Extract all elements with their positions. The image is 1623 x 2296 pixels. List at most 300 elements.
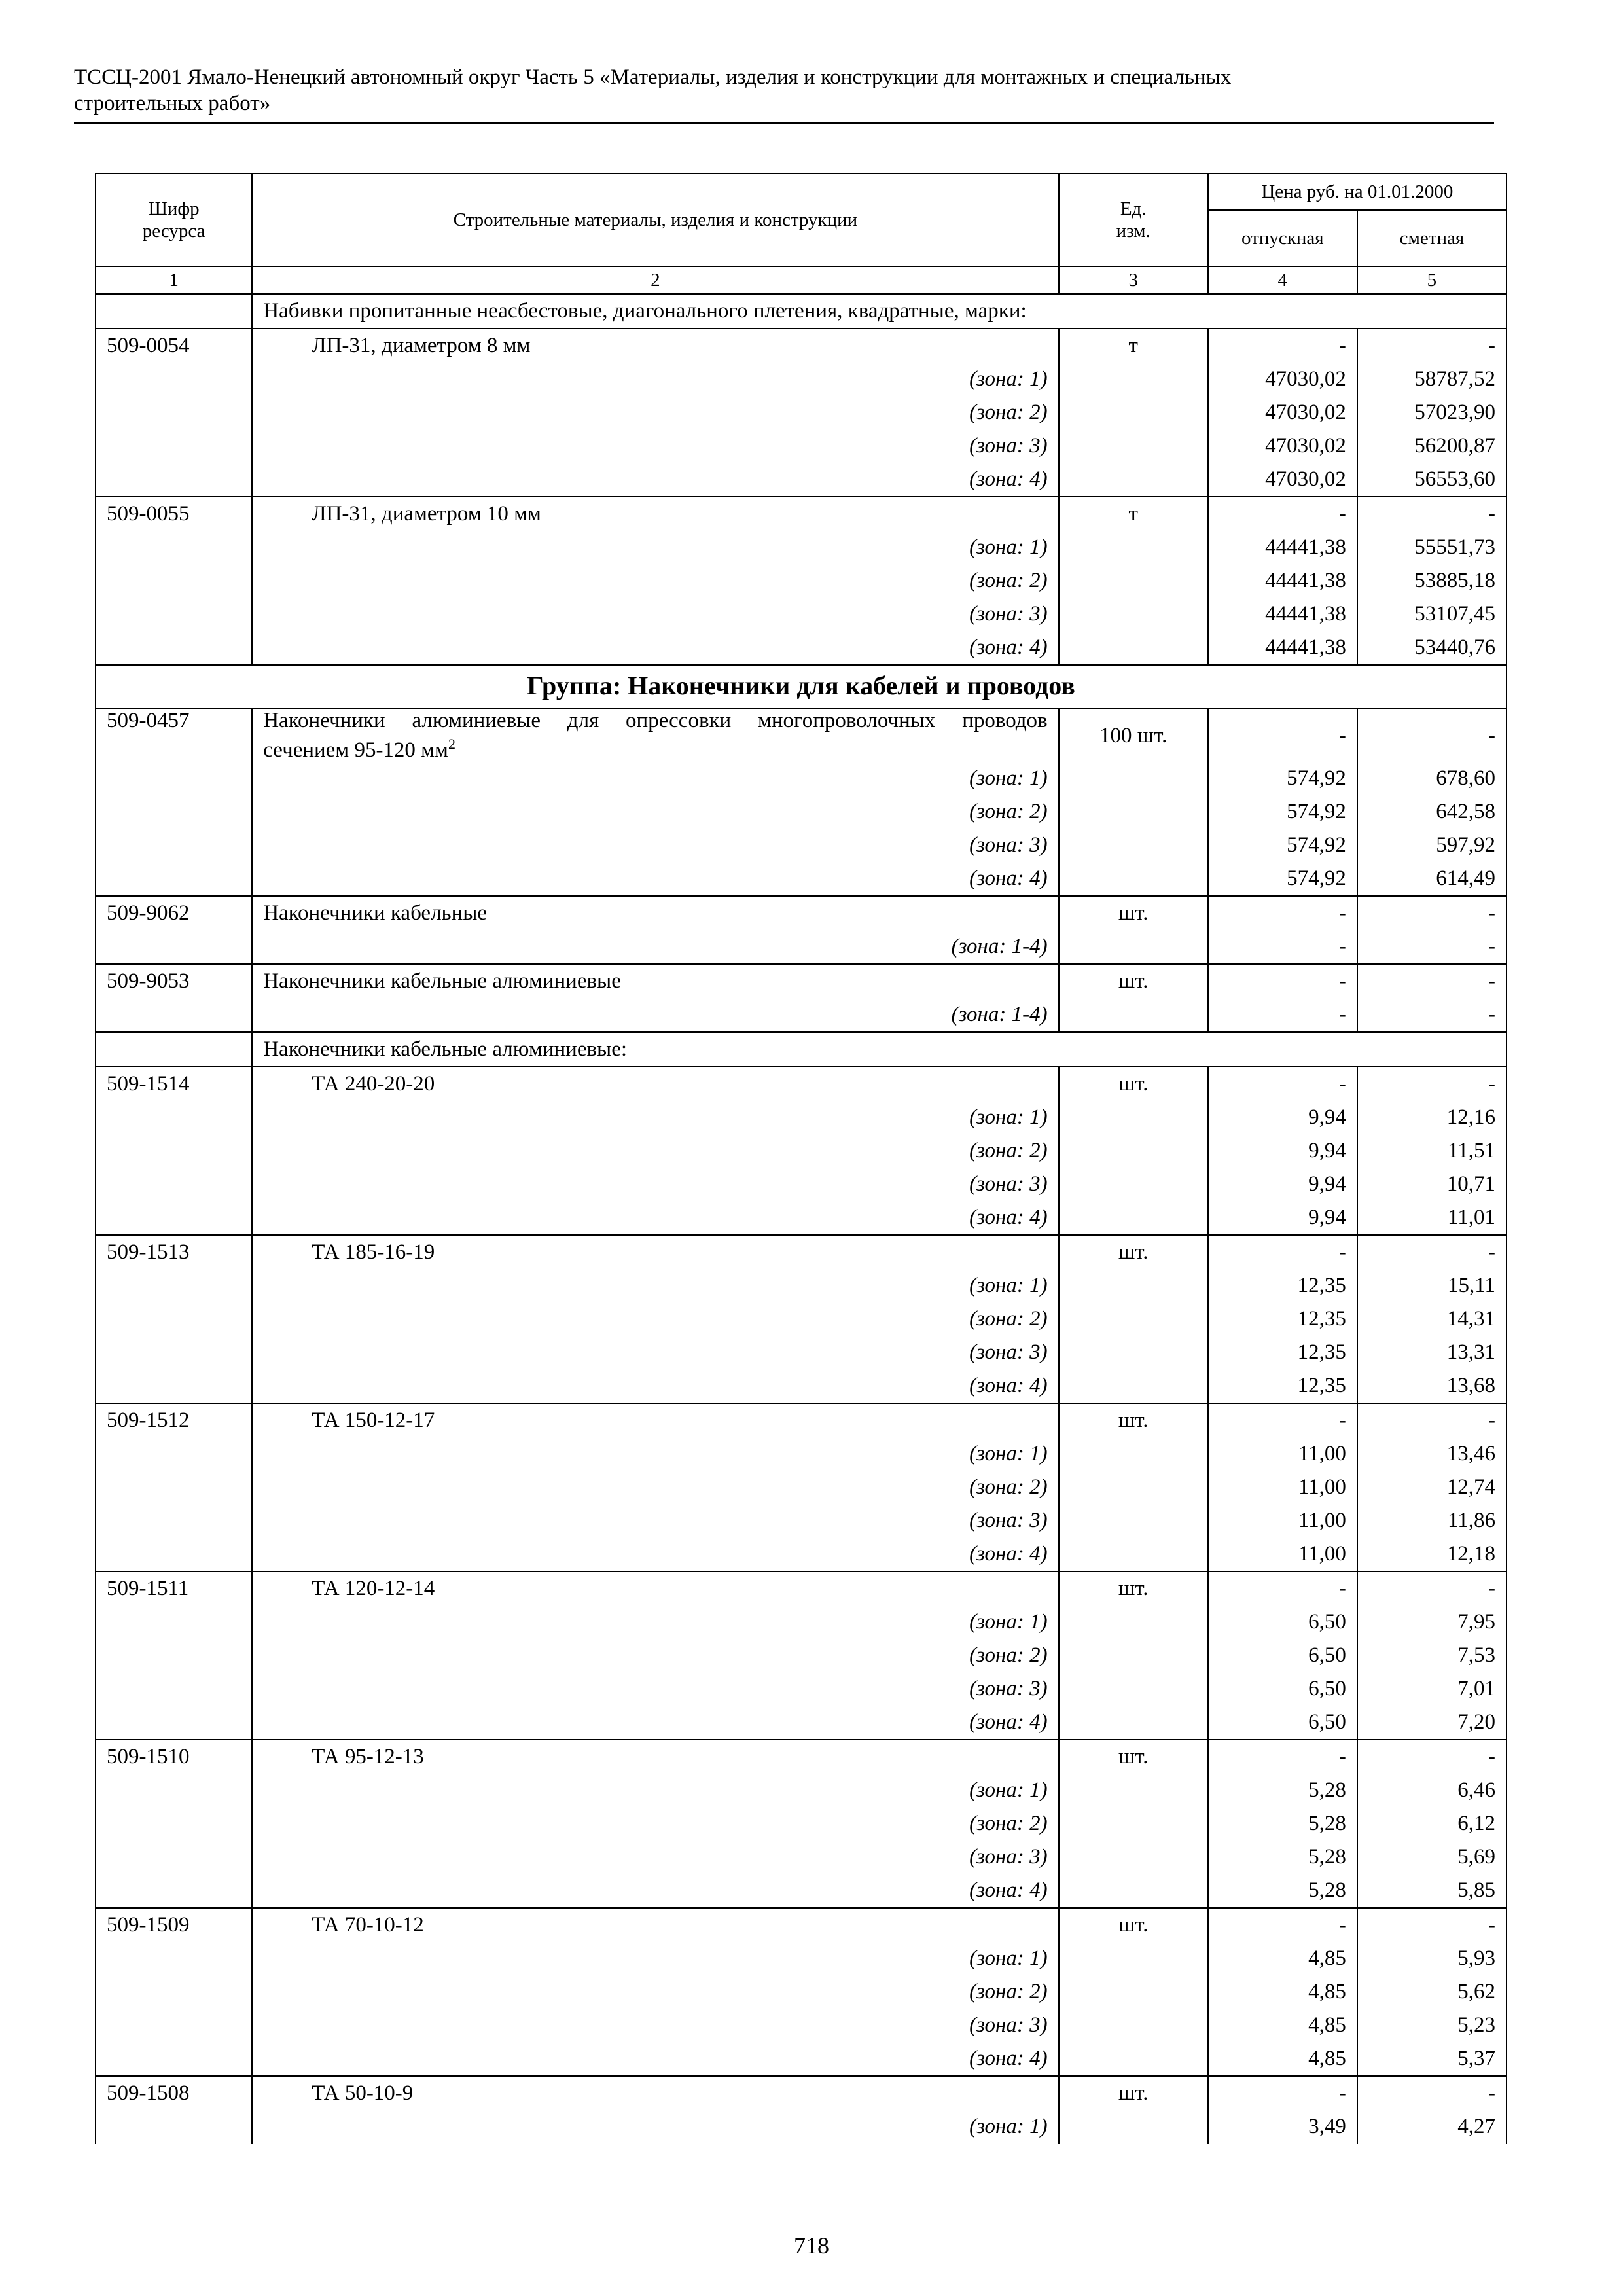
- unit-cell: [1059, 1101, 1208, 1134]
- release-price: 11,00: [1208, 1471, 1357, 1504]
- unit-cell: шт.: [1059, 2076, 1208, 2110]
- zone-label: (зона: 1): [252, 531, 1058, 564]
- zone-row: [96, 564, 1507, 598]
- zone-label: (зона: 1): [252, 1942, 1058, 1975]
- item-name: ТА 50-10-9: [252, 2076, 1058, 2110]
- estimate-price: 13,46: [1357, 1437, 1507, 1471]
- zone-label: (зона: 4): [252, 862, 1058, 896]
- estimate-price: -: [1357, 1908, 1507, 1942]
- release-price: -: [1208, 1740, 1357, 1774]
- code-cell: [96, 294, 252, 329]
- resource-code: 509-1509: [96, 1908, 252, 2076]
- unit-cell: [1059, 1774, 1208, 1807]
- unit-cell: [1059, 1807, 1208, 1840]
- item-name-line-1: Наконечники алюминиевые для опрессовки многопроволочных проводов: [263, 709, 1048, 732]
- release-price: 44441,38: [1208, 564, 1357, 598]
- zone-label: (зона: 3): [252, 2009, 1058, 2042]
- estimate-price: -: [1357, 1403, 1507, 1437]
- table-row: [96, 1235, 1507, 1269]
- unit-cell: [1059, 795, 1208, 829]
- release-price: 12,35: [1208, 1302, 1357, 1336]
- zone-label: (зона: 4): [252, 2042, 1058, 2076]
- estimate-price: 678,60: [1357, 762, 1507, 795]
- release-price: 3,49: [1208, 2110, 1357, 2144]
- zone-row: [96, 1874, 1507, 1908]
- zone-row: [96, 1605, 1507, 1639]
- zone-row: [96, 1201, 1507, 1235]
- release-price: 4,85: [1208, 2009, 1357, 2042]
- zone-label: (зона: 1): [252, 1269, 1058, 1302]
- col-unit-header: [1059, 173, 1208, 266]
- unit-cell: [1059, 1201, 1208, 1235]
- zone-label: (зона: 3): [252, 829, 1058, 862]
- zone-row: [96, 363, 1507, 396]
- release-price: 11,00: [1208, 1437, 1357, 1471]
- zone-row: [96, 2110, 1507, 2144]
- unit-cell: [1059, 598, 1208, 631]
- column-numbers-row: [96, 266, 1507, 294]
- estimate-price: 614,49: [1357, 862, 1507, 896]
- release-price: 12,35: [1208, 1336, 1357, 1369]
- unit-cell: шт.: [1059, 1235, 1208, 1269]
- release-price: 6,50: [1208, 1706, 1357, 1740]
- release-price: 6,50: [1208, 1639, 1357, 1672]
- release-price: 574,92: [1208, 862, 1357, 896]
- table-row: [96, 2076, 1507, 2110]
- resource-code: 509-0457: [96, 708, 252, 896]
- zone-label: (зона: 1): [252, 1774, 1058, 1807]
- unit-cell: т: [1059, 497, 1208, 531]
- table-row: [96, 329, 1507, 363]
- col-price-header: Цена руб. на 01.01.2000: [1208, 173, 1507, 210]
- zone-label: (зона: 1): [252, 1437, 1058, 1471]
- document-header: [74, 64, 1494, 117]
- estimate-price: 53107,45: [1357, 598, 1507, 631]
- estimate-price: -: [1357, 930, 1507, 964]
- price-cell: [1357, 1032, 1507, 1067]
- estimate-price: 13,31: [1357, 1336, 1507, 1369]
- unit-cell: [1059, 1336, 1208, 1369]
- unit-cell: шт.: [1059, 1740, 1208, 1774]
- estimate-price: 56553,60: [1357, 463, 1507, 497]
- estimate-price: -: [1357, 2076, 1507, 2110]
- header-rule: [74, 122, 1494, 124]
- unit-cell: [1059, 1168, 1208, 1201]
- estimate-price: 7,01: [1357, 1672, 1507, 1706]
- release-price: -: [1208, 998, 1357, 1032]
- release-price: 11,00: [1208, 1504, 1357, 1537]
- zone-row: [96, 1639, 1507, 1672]
- estimate-price: 7,95: [1357, 1605, 1507, 1639]
- table-row: [96, 1067, 1507, 1101]
- estimate-price: 4,27: [1357, 2110, 1507, 2144]
- zone-row: [96, 862, 1507, 896]
- release-price: -: [1208, 964, 1357, 998]
- unit-cell: [1059, 396, 1208, 429]
- release-price: 5,28: [1208, 1874, 1357, 1908]
- resource-code: 509-1511: [96, 1571, 252, 1740]
- release-price: 4,85: [1208, 1975, 1357, 2009]
- unit-cell: [1059, 998, 1208, 1032]
- resource-code: 509-1513: [96, 1235, 252, 1403]
- item-name: ТА 120-12-14: [252, 1571, 1058, 1605]
- unit-cell: [1059, 1639, 1208, 1672]
- release-price: 574,92: [1208, 795, 1357, 829]
- price-table: [95, 173, 1507, 2144]
- unit-cell: [1059, 1537, 1208, 1571]
- zone-label: (зона: 1): [252, 762, 1058, 795]
- release-price: -: [1208, 1067, 1357, 1101]
- resource-code: 509-0054: [96, 329, 252, 497]
- page-number: 718: [794, 2233, 829, 2259]
- col-code-label: Шифр: [148, 198, 200, 219]
- zone-row: [96, 598, 1507, 631]
- item-name: ТА 240-20-20: [252, 1067, 1058, 1101]
- release-price: 12,35: [1208, 1269, 1357, 1302]
- item-name: ТА 150-12-17: [252, 1403, 1058, 1437]
- item-name-line-2: [263, 732, 1047, 762]
- unit-cell: [1059, 363, 1208, 396]
- zone-row: [96, 1504, 1507, 1537]
- unit-cell: [1059, 1874, 1208, 1908]
- release-price: -: [1208, 1571, 1357, 1605]
- unit-cell: [1059, 1269, 1208, 1302]
- release-price: 47030,02: [1208, 363, 1357, 396]
- zone-label: (зона: 4): [252, 631, 1058, 665]
- estimate-price: 5,69: [1357, 1840, 1507, 1874]
- col-code-label-2: ресурса: [142, 221, 205, 242]
- estimate-price: -: [1357, 329, 1507, 363]
- release-price: 574,92: [1208, 762, 1357, 795]
- estimate-price: 5,37: [1357, 2042, 1507, 2076]
- zone-label: (зона: 3): [252, 1840, 1058, 1874]
- unit-cell: [1059, 1471, 1208, 1504]
- zone-label: (зона: 2): [252, 1471, 1058, 1504]
- estimate-price: 13,68: [1357, 1369, 1507, 1403]
- estimate-price: -: [1357, 896, 1507, 930]
- estimate-price: 5,93: [1357, 1942, 1507, 1975]
- item-name: Наконечники кабельные: [252, 896, 1058, 930]
- estimate-price: 58787,52: [1357, 363, 1507, 396]
- zone-row: [96, 762, 1507, 795]
- zone-label: (зона: 2): [252, 396, 1058, 429]
- unit-cell: [1059, 1706, 1208, 1740]
- zone-label: (зона: 3): [252, 1336, 1058, 1369]
- zone-row: [96, 829, 1507, 862]
- zone-row: [96, 463, 1507, 497]
- estimate-price: -: [1357, 998, 1507, 1032]
- unit-cell: [1059, 2110, 1208, 2144]
- zone-label: (зона: 4): [252, 1706, 1058, 1740]
- release-price: -: [1208, 930, 1357, 964]
- zone-label: (зона: 2): [252, 1302, 1058, 1336]
- zone-row: [96, 531, 1507, 564]
- estimate-price: -: [1357, 964, 1507, 998]
- unit-cell: [1059, 1942, 1208, 1975]
- estimate-price: 10,71: [1357, 1168, 1507, 1201]
- unit-cell: [1059, 862, 1208, 896]
- unit-cell: [1059, 463, 1208, 497]
- col-code-header: [96, 173, 252, 266]
- section-heading: Наконечники кабельные алюминиевые:: [252, 1032, 1357, 1067]
- zone-label: (зона: 2): [252, 1975, 1058, 2009]
- estimate-price: 5,23: [1357, 2009, 1507, 2042]
- zone-row: [96, 1774, 1507, 1807]
- resource-code: 509-1514: [96, 1067, 252, 1235]
- zone-row: [96, 998, 1507, 1032]
- unit-cell: [1059, 531, 1208, 564]
- release-price: 4,85: [1208, 1942, 1357, 1975]
- estimate-price: 7,53: [1357, 1639, 1507, 1672]
- release-price: 9,94: [1208, 1134, 1357, 1168]
- resource-code: 509-9053: [96, 964, 252, 1032]
- release-price: -: [1208, 896, 1357, 930]
- item-name-text-2: сечением 95-120 мм: [263, 738, 448, 762]
- release-price: -: [1208, 497, 1357, 531]
- estimate-price: -: [1357, 1067, 1507, 1101]
- unit-cell: [1059, 1840, 1208, 1874]
- zone-row: [96, 1471, 1507, 1504]
- zone-row: [96, 1706, 1507, 1740]
- release-price: 6,50: [1208, 1672, 1357, 1706]
- header-line-2: строительных работ»: [74, 92, 271, 115]
- section-heading-row: [96, 1032, 1507, 1067]
- estimate-price: 11,01: [1357, 1201, 1507, 1235]
- unit-cell: [1059, 930, 1208, 964]
- table-header-row: [96, 173, 1507, 210]
- zone-row: [96, 930, 1507, 964]
- col-release-header: отпускная: [1208, 210, 1357, 266]
- zone-label: (зона: 1-4): [252, 998, 1058, 1032]
- zone-row: [96, 1672, 1507, 1706]
- zone-label: (зона: 3): [252, 598, 1058, 631]
- zone-row: [96, 396, 1507, 429]
- unit-cell: шт.: [1059, 1403, 1208, 1437]
- estimate-price: 5,85: [1357, 1874, 1507, 1908]
- release-price: -: [1208, 2076, 1357, 2110]
- zone-row: [96, 2009, 1507, 2042]
- release-price: 11,00: [1208, 1537, 1357, 1571]
- release-price: 9,94: [1208, 1168, 1357, 1201]
- col-number-3: 3: [1059, 266, 1208, 294]
- release-price: 44441,38: [1208, 631, 1357, 665]
- zone-label: (зона: 3): [252, 1672, 1058, 1706]
- estimate-price: 5,62: [1357, 1975, 1507, 2009]
- item-name: Наконечники кабельные алюминиевые: [252, 964, 1058, 998]
- zone-label: (зона: 4): [252, 463, 1058, 497]
- resource-code: 509-1512: [96, 1403, 252, 1571]
- col-estimate-header: сметная: [1357, 210, 1507, 266]
- zone-row: [96, 795, 1507, 829]
- unit-cell: [1059, 1302, 1208, 1336]
- zone-row: [96, 1807, 1507, 1840]
- col-number-1: 1: [96, 266, 252, 294]
- zone-row: [96, 1336, 1507, 1369]
- zone-row: [96, 1537, 1507, 1571]
- zone-label: (зона: 4): [252, 1874, 1058, 1908]
- zone-row: [96, 631, 1507, 665]
- unit-cell: [1059, 1134, 1208, 1168]
- col-number-5: 5: [1357, 266, 1507, 294]
- table-row: [96, 1908, 1507, 1942]
- group-heading-row: [96, 665, 1507, 708]
- release-price: 6,50: [1208, 1605, 1357, 1639]
- release-price: 44441,38: [1208, 531, 1357, 564]
- release-price: -: [1208, 1908, 1357, 1942]
- zone-label: (зона: 3): [252, 429, 1058, 463]
- item-name: [252, 708, 1058, 762]
- unit-cell: [1059, 762, 1208, 795]
- estimate-price: 12,74: [1357, 1471, 1507, 1504]
- zone-label: (зона: 1): [252, 2110, 1058, 2144]
- resource-code: 509-1508: [96, 2076, 252, 2144]
- zone-label: (зона: 1): [252, 1101, 1058, 1134]
- col-unit-label-2: изм.: [1116, 221, 1150, 242]
- zone-label: (зона: 1): [252, 1605, 1058, 1639]
- unit-cell: шт.: [1059, 1571, 1208, 1605]
- unit-cell: [1059, 2042, 1208, 2076]
- estimate-price: -: [1357, 1740, 1507, 1774]
- table-row: [96, 1571, 1507, 1605]
- col-number-2: 2: [252, 266, 1058, 294]
- unit-cell: т: [1059, 329, 1208, 363]
- unit-cell: [1059, 829, 1208, 862]
- release-price: 9,94: [1208, 1101, 1357, 1134]
- release-price: 44441,38: [1208, 598, 1357, 631]
- estimate-price: 14,31: [1357, 1302, 1507, 1336]
- unit-cell: [1059, 564, 1208, 598]
- zone-row: [96, 2042, 1507, 2076]
- item-name: ТА 70-10-12: [252, 1908, 1058, 1942]
- zone-label: (зона: 4): [252, 1201, 1058, 1235]
- unit-cell: [1059, 1672, 1208, 1706]
- resource-code: 509-9062: [96, 896, 252, 964]
- estimate-price: 597,92: [1357, 829, 1507, 862]
- section-heading-row: [96, 294, 1507, 329]
- release-price: 5,28: [1208, 1807, 1357, 1840]
- zone-row: [96, 1168, 1507, 1201]
- release-price: 574,92: [1208, 829, 1357, 862]
- estimate-price: -: [1357, 1571, 1507, 1605]
- price-table-body: [96, 173, 1507, 2144]
- estimate-price: 12,16: [1357, 1101, 1507, 1134]
- estimate-price: 57023,90: [1357, 396, 1507, 429]
- zone-label: (зона: 2): [252, 1639, 1058, 1672]
- estimate-price: 53440,76: [1357, 631, 1507, 665]
- release-price: 5,28: [1208, 1774, 1357, 1807]
- superscript: 2: [448, 736, 455, 752]
- item-name: ТА 185-16-19: [252, 1235, 1058, 1269]
- release-price: 5,28: [1208, 1840, 1357, 1874]
- release-price: 47030,02: [1208, 396, 1357, 429]
- unit-cell: [1059, 1369, 1208, 1403]
- header-line-1: ТССЦ-2001 Ямало-Ненецкий автономный округ Часть 5 «Материалы, изделия и конструкции для монтажных и специальных: [74, 65, 1232, 89]
- release-price: 47030,02: [1208, 463, 1357, 497]
- release-price: 47030,02: [1208, 429, 1357, 463]
- item-name: ЛП-31, диаметром 10 мм: [252, 497, 1058, 531]
- estimate-price: 12,18: [1357, 1537, 1507, 1571]
- unit-cell: [1059, 1437, 1208, 1471]
- zone-label: (зона: 2): [252, 1134, 1058, 1168]
- zone-label: (зона: 4): [252, 1537, 1058, 1571]
- unit-cell: [1059, 631, 1208, 665]
- release-price: -: [1208, 1235, 1357, 1269]
- estimate-price: -: [1357, 708, 1507, 762]
- table-row: [96, 896, 1507, 930]
- release-price: 12,35: [1208, 1369, 1357, 1403]
- zone-row: [96, 1134, 1507, 1168]
- unit-cell: шт.: [1059, 1067, 1208, 1101]
- zone-label: (зона: 2): [252, 1807, 1058, 1840]
- estimate-price: 7,20: [1357, 1706, 1507, 1740]
- zone-label: (зона: 4): [252, 1369, 1058, 1403]
- unit-cell: [1059, 1975, 1208, 2009]
- estimate-price: 56200,87: [1357, 429, 1507, 463]
- zone-label: (зона: 2): [252, 564, 1058, 598]
- zone-label: (зона: 1-4): [252, 930, 1058, 964]
- unit-cell: 100 шт.: [1059, 708, 1208, 762]
- zone-label: (зона: 3): [252, 1504, 1058, 1537]
- unit-cell: [1059, 429, 1208, 463]
- release-price: 4,85: [1208, 2042, 1357, 2076]
- zone-label: (зона: 3): [252, 1168, 1058, 1201]
- estimate-price: 642,58: [1357, 795, 1507, 829]
- unit-cell: шт.: [1059, 964, 1208, 998]
- estimate-price: 11,51: [1357, 1134, 1507, 1168]
- estimate-price: 6,12: [1357, 1807, 1507, 1840]
- zone-label: (зона: 2): [252, 795, 1058, 829]
- code-cell: [96, 1032, 252, 1067]
- unit-cell: шт.: [1059, 1908, 1208, 1942]
- price-cell: [1357, 294, 1507, 329]
- zone-row: [96, 1437, 1507, 1471]
- table-row: [96, 1403, 1507, 1437]
- estimate-price: -: [1357, 1235, 1507, 1269]
- table-row: [96, 964, 1507, 998]
- col-unit-label: Ед.: [1120, 198, 1147, 219]
- estimate-price: 55551,73: [1357, 531, 1507, 564]
- zone-row: [96, 1975, 1507, 2009]
- resource-code: 509-0055: [96, 497, 252, 665]
- unit-cell: [1059, 1504, 1208, 1537]
- zone-row: [96, 429, 1507, 463]
- section-heading: Набивки пропитанные неасбестовые, диагонального плетения, квадратные, марки:: [252, 294, 1357, 329]
- zone-row: [96, 1269, 1507, 1302]
- table-row: [96, 1740, 1507, 1774]
- release-price: -: [1208, 1403, 1357, 1437]
- zone-row: [96, 1302, 1507, 1336]
- group-heading: Группа: Наконечники для кабелей и проводов: [96, 665, 1507, 708]
- release-price: 9,94: [1208, 1201, 1357, 1235]
- unit-cell: шт.: [1059, 896, 1208, 930]
- estimate-price: 53885,18: [1357, 564, 1507, 598]
- release-price: -: [1208, 329, 1357, 363]
- estimate-price: 11,86: [1357, 1504, 1507, 1537]
- table-row: [96, 708, 1507, 762]
- col-name-header: Строительные материалы, изделия и конструкции: [252, 173, 1058, 266]
- table-row: [96, 497, 1507, 531]
- estimate-price: 6,46: [1357, 1774, 1507, 1807]
- estimate-price: 15,11: [1357, 1269, 1507, 1302]
- unit-cell: [1059, 1605, 1208, 1639]
- resource-code: 509-1510: [96, 1740, 252, 1908]
- zone-row: [96, 1840, 1507, 1874]
- estimate-price: -: [1357, 497, 1507, 531]
- zone-label: (зона: 1): [252, 363, 1058, 396]
- zone-row: [96, 1942, 1507, 1975]
- item-name: ЛП-31, диаметром 8 мм: [252, 329, 1058, 363]
- unit-cell: [1059, 2009, 1208, 2042]
